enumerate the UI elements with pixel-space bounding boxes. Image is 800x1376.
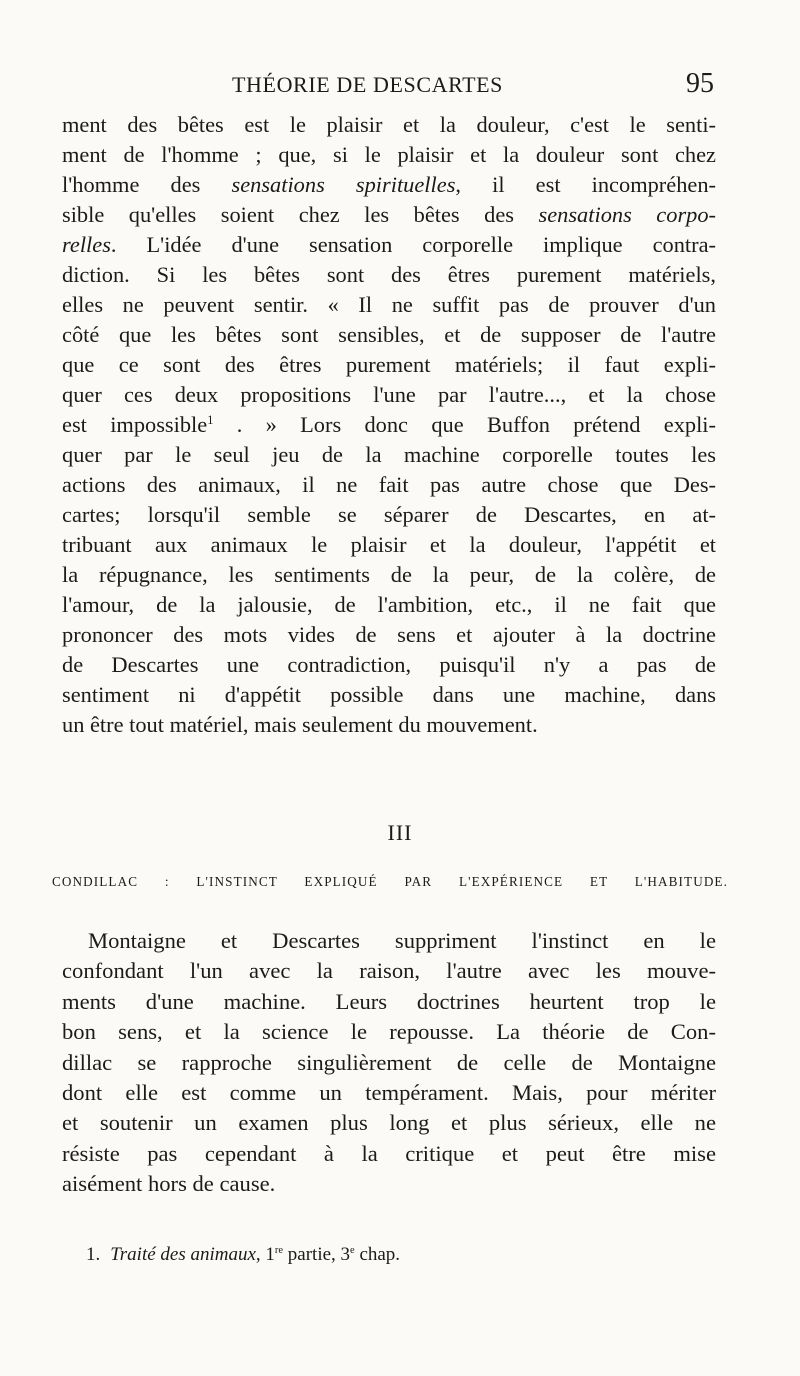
footnote-reference[interactable]: 1 bbox=[207, 413, 214, 427]
text-line: bon sens, et la science le repousse. La théorie de Con- bbox=[62, 1019, 716, 1045]
footnote-superscript: e bbox=[350, 1245, 355, 1257]
text-line: l'amour, de la jalousie, de l'ambition, etc., il ne fait que bbox=[62, 592, 716, 617]
text-line bbox=[62, 200, 716, 230]
text-span: . » Lors donc que Buffon prétend expli- bbox=[213, 412, 716, 437]
text-line: actions des animaux, il ne fait pas autre chose que Des- bbox=[62, 472, 716, 497]
text-line: que ce sont des êtres purement matériels; il faut expli- bbox=[62, 352, 716, 377]
text-line: cartes; lorsqu'il semble se séparer de Descartes, en at- bbox=[62, 502, 716, 527]
footnote bbox=[86, 1244, 400, 1266]
text-line: diction. Si les bêtes sont des êtres purement matériels, bbox=[62, 262, 716, 287]
running-head bbox=[0, 68, 800, 112]
text-line bbox=[62, 410, 716, 440]
text-span: . L'idée d'une sensation corporelle implique contra- bbox=[110, 232, 716, 257]
text-span: est impossible bbox=[62, 412, 208, 437]
text-line: et soutenir un examen plus long et plus sérieux, elle ne bbox=[62, 1110, 716, 1136]
text-span: sible qu'elles soient chez les bêtes des bbox=[62, 202, 539, 227]
section-number: III bbox=[387, 820, 413, 845]
text-line: de Descartes une contradiction, puisqu'il n'y a pas de bbox=[62, 652, 716, 677]
section-title: CONDILLAC : L'INSTINCT EXPLIQUÉ PAR L'EXPÉRIENCE ET L'HABITUDE. bbox=[52, 874, 728, 889]
paragraph-condillac bbox=[62, 926, 716, 1200]
italic-phrase: relles bbox=[62, 232, 111, 257]
text-line: la répugnance, les sentiments de la peur, de la colère, de bbox=[62, 562, 716, 587]
text-line bbox=[62, 170, 716, 200]
text-line: ment de l'homme ; que, si le plaisir et la douleur sont chez bbox=[62, 142, 716, 167]
text-line: résiste pas cependant à la critique et peut être mise bbox=[62, 1140, 716, 1166]
footnote-work-title: Traité des animaux bbox=[110, 1244, 256, 1265]
text-line: quer ces deux propositions l'une par l'autre..., et la chose bbox=[62, 382, 716, 407]
text-span: , il est incompréhen- bbox=[455, 172, 716, 197]
text-line: côté que les bêtes sont sensibles, et de supposer de l'autre bbox=[62, 322, 716, 347]
text-line: dillac se rapproche singulièrement de celle de Montaigne bbox=[62, 1049, 716, 1075]
page-number: 95 bbox=[686, 68, 714, 99]
footnote-superscript: re bbox=[274, 1245, 284, 1257]
footnote-text: partie, 3 bbox=[283, 1244, 351, 1265]
text-line: un être tout matériel, mais seulement du mouvement. bbox=[62, 712, 538, 737]
text-line: ment des bêtes est le plaisir et la douleur, c'est le senti- bbox=[62, 112, 716, 137]
text-line: sentiment ni d'appétit possible dans une machine, dans bbox=[62, 682, 716, 707]
text-line: prononcer des mots vides de sens et ajouter à la doctrine bbox=[62, 622, 716, 647]
paragraph-buffon bbox=[62, 110, 716, 740]
text-span: l'homme des bbox=[62, 172, 232, 197]
text-line: elles ne peuvent sentir. « Il ne suffit pas de prouver d'un bbox=[62, 292, 716, 317]
text-line: tribuant aux animaux le plaisir et la douleur, l'appétit et bbox=[62, 532, 716, 557]
text-line bbox=[62, 230, 716, 260]
text-line: Montaigne et Descartes suppriment l'instinct en le bbox=[88, 928, 716, 953]
running-title: THÉORIE DE DESCARTES bbox=[232, 72, 504, 97]
text-line: quer par le seul jeu de la machine corporelle toutes les bbox=[62, 442, 716, 467]
footnote-text: , 1 bbox=[255, 1244, 275, 1265]
footnote-text: chap. bbox=[354, 1244, 401, 1265]
text-line: confondant l'un avec la raison, l'autre avec les mouve- bbox=[62, 958, 716, 984]
footnote-number: 1. bbox=[86, 1244, 101, 1265]
text-line: dont elle est comme un tempérament. Mais, pour mériter bbox=[62, 1079, 716, 1105]
italic-phrase: sensations corpo- bbox=[538, 202, 716, 227]
italic-phrase: sensations spirituelles bbox=[231, 172, 456, 197]
text-line: ments d'une machine. Leurs doctrines heurtent trop le bbox=[62, 988, 716, 1014]
text-line: aisément hors de cause. bbox=[62, 1171, 276, 1197]
